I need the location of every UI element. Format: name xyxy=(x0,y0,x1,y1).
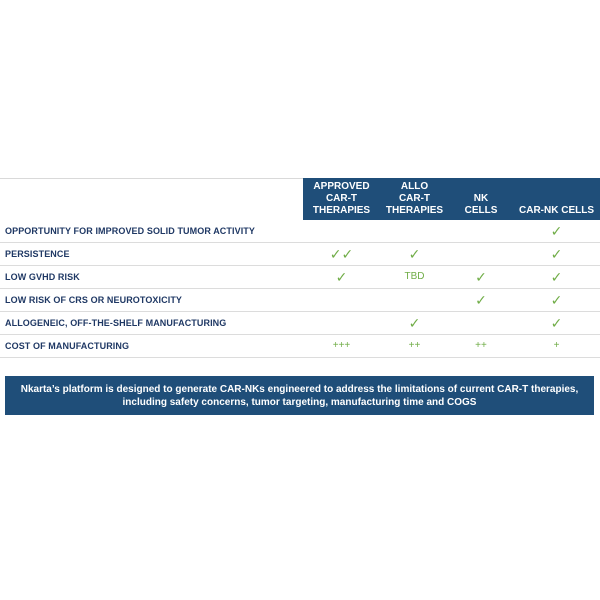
cell-allo: ++ xyxy=(408,340,421,351)
row-label: OPPORTUNITY FOR IMPROVED SOLID TUMOR ACTIVITY xyxy=(5,226,256,236)
table-header xyxy=(0,178,600,220)
table-row xyxy=(0,243,600,266)
row-label: LOW RISK OF CRS OR NEUROTOXICITY xyxy=(5,295,183,305)
row-label: PERSISTENCE xyxy=(5,249,70,259)
banner-line-2: including safety concerns, tumor targeting, manufacturing time and COGS xyxy=(122,396,477,408)
cell-car-nk: ✓ xyxy=(550,269,563,285)
cell-car-nk: ✓ xyxy=(550,315,563,331)
row-label: COST OF MANUFACTURING xyxy=(5,341,130,351)
cell-approved: ✓✓ xyxy=(329,246,354,262)
cell-allo xyxy=(380,220,449,242)
cell-nk: ✓ xyxy=(475,269,487,285)
cell-nk xyxy=(449,220,513,242)
cell-allo xyxy=(380,289,449,311)
table-row xyxy=(0,220,600,243)
cell-nk: ✓ xyxy=(475,292,487,308)
banner-line-1: Nkarta’s platform is designed to generate CAR-NKs engineered to address the limitations of current CAR-T therapies, xyxy=(20,383,579,395)
row-label: ALLOGENEIC, OFF-THE-SHELF MANUFACTURING xyxy=(5,318,227,328)
table-row xyxy=(0,312,600,335)
header-spacer xyxy=(0,178,303,220)
cell-car-nk: ✓ xyxy=(550,246,563,262)
cell-nk xyxy=(449,243,513,265)
cell-car-nk: ✓ xyxy=(550,292,563,308)
row-label: LOW GVHD RISK xyxy=(5,272,80,282)
cell-allo: ✓ xyxy=(408,246,421,262)
column-header-approved-car-t: APPROVED CAR-T THERAPIES xyxy=(303,178,380,220)
column-header-nk-cells: NK CELLS xyxy=(449,178,513,220)
cell-approved: +++ xyxy=(332,340,351,351)
cell-car-nk: + xyxy=(553,340,560,351)
cell-allo: TBD xyxy=(404,271,425,282)
table-row xyxy=(0,266,600,289)
cell-car-nk: ✓ xyxy=(550,223,563,239)
comparison-table xyxy=(0,178,600,358)
cell-approved xyxy=(303,312,380,334)
column-header-car-nk-cells: CAR-NK CELLS xyxy=(513,178,600,220)
column-header-allo-car-t: ALLO CAR-T THERAPIES xyxy=(380,178,449,220)
summary-banner xyxy=(5,376,594,415)
cell-approved xyxy=(303,289,380,311)
cell-approved xyxy=(303,220,380,242)
cell-allo: ✓ xyxy=(408,315,421,331)
cell-nk xyxy=(449,312,513,334)
table-row xyxy=(0,289,600,312)
cell-nk: ++ xyxy=(475,340,487,351)
cell-approved: ✓ xyxy=(335,269,348,285)
table-row xyxy=(0,335,600,358)
